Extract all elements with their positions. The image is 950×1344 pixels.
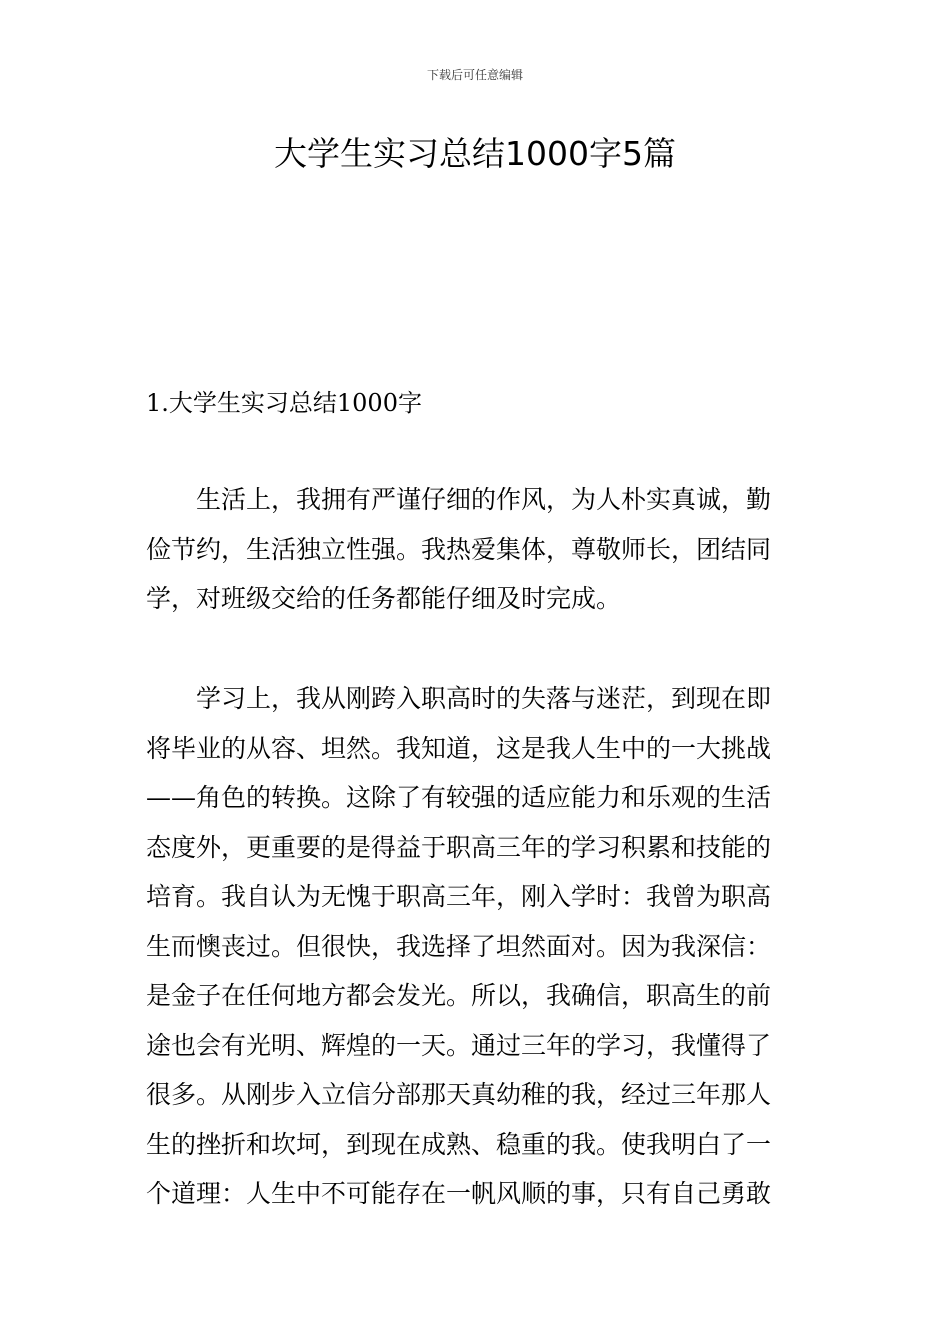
paragraph-line: 将毕业的从容、坦然。我知道，这是我人生中的一大挑战 <box>146 733 772 763</box>
paragraph-line: 态度外，更重要的是得益于职高三年的学习积累和技能的 <box>146 832 772 862</box>
paragraph-line: 很多。从刚步入立信分部那天真幼稚的我，经过三年那人 <box>146 1080 772 1109</box>
paragraph-line: 俭节约，生活独立性强。我热爱集体，尊敬师长，团结同 <box>146 534 772 564</box>
section-heading: 1.大学生实习总结1000字 <box>146 389 422 417</box>
paragraph-line: 生活上，我拥有严谨仔细的作风，为人朴实真诚，勤 <box>146 485 772 514</box>
paragraph <box>146 674 806 1219</box>
paragraph <box>146 475 806 624</box>
paragraph-line: 是金子在任何地方都会发光。所以，我确信，职高生的前 <box>146 981 772 1010</box>
paragraph-line: 学，对班级交给的任务都能仔细及时完成。 <box>146 584 622 613</box>
header-note: 下载后可任意编辑 <box>426 68 523 82</box>
paragraph-line: 途也会有光明、辉煌的一天。通过三年的学习，我懂得了 <box>146 1030 772 1060</box>
paragraph-line: 学习上，我从刚跨入职高时的失落与迷茫，到现在即 <box>146 684 772 713</box>
document-title: 大学生实习总结1000字5篇 <box>274 134 676 173</box>
paragraph-line: 个道理：人生中不可能存在一帆风顺的事，只有自己勇敢 <box>146 1179 772 1208</box>
paragraph-line: 培育。我自认为无愧于职高三年，刚入学时：我曾为职高 <box>146 882 772 911</box>
paragraph-line: 生而懊丧过。但很快，我选择了坦然面对。因为我深信： <box>146 931 772 961</box>
paragraph-line: 生的挫折和坎坷，到现在成熟、稳重的我。使我明白了一 <box>146 1129 772 1159</box>
paragraph-line: ——角色的转换。这除了有较强的适应能力和乐观的生活 <box>146 783 772 812</box>
